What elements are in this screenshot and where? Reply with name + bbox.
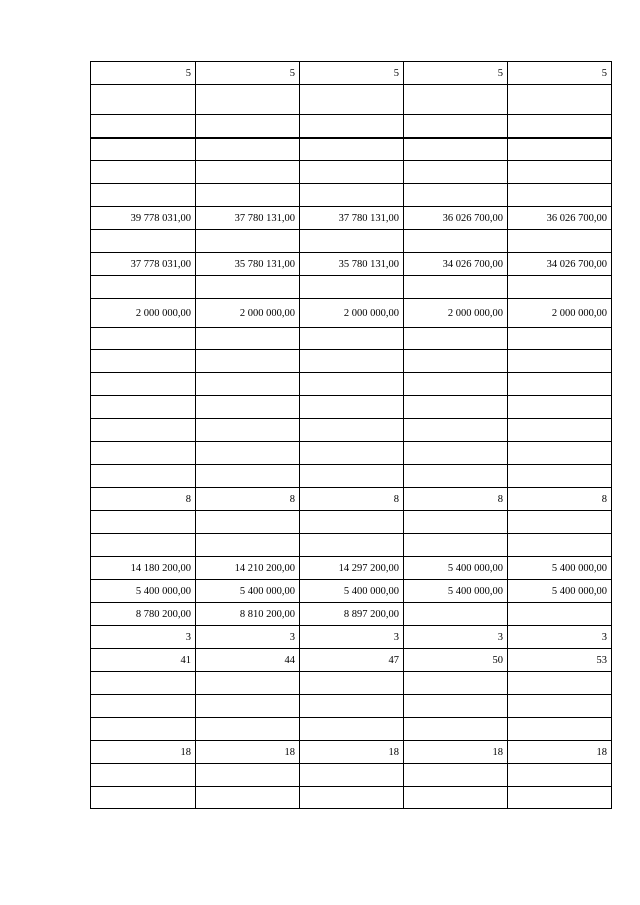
table-cell: 34 026 700,00 — [508, 253, 612, 276]
table-cell — [91, 138, 196, 161]
table-cell — [91, 350, 196, 373]
table-row — [91, 373, 612, 396]
table-cell — [196, 373, 300, 396]
table-cell — [300, 672, 404, 695]
table-cell — [508, 161, 612, 184]
table-row — [91, 184, 612, 207]
table-cell — [196, 230, 300, 253]
table-row — [91, 787, 612, 809]
table-cell — [91, 230, 196, 253]
table-cell — [404, 695, 508, 718]
table-cell: 2 000 000,00 — [404, 299, 508, 328]
table-row — [91, 488, 612, 511]
table-cell: 5 400 000,00 — [91, 580, 196, 603]
table-cell — [91, 672, 196, 695]
table-row — [91, 442, 612, 465]
table-cell — [196, 672, 300, 695]
table-cell: 2 000 000,00 — [508, 299, 612, 328]
table-cell: 14 180 200,00 — [91, 557, 196, 580]
table-cell: 5 400 000,00 — [300, 580, 404, 603]
table-cell — [196, 138, 300, 161]
table-cell — [404, 511, 508, 534]
table-cell — [508, 85, 612, 115]
table-row — [91, 138, 612, 161]
table-cell: 5 400 000,00 — [404, 557, 508, 580]
table-cell — [508, 419, 612, 442]
table-cell — [404, 85, 508, 115]
table-row — [91, 207, 612, 230]
table-cell — [196, 465, 300, 488]
table-cell — [91, 161, 196, 184]
table-cell — [300, 184, 404, 207]
table-cell: 5 — [300, 62, 404, 85]
table-cell: 5 400 000,00 — [508, 557, 612, 580]
table-row — [91, 718, 612, 741]
table-cell: 37 780 131,00 — [196, 207, 300, 230]
table-row — [91, 672, 612, 695]
table-row — [91, 580, 612, 603]
table-cell: 37 778 031,00 — [91, 253, 196, 276]
table-row — [91, 557, 612, 580]
table-cell — [196, 115, 300, 138]
table-cell: 18 — [196, 741, 300, 764]
table-cell — [91, 695, 196, 718]
table-cell — [196, 276, 300, 299]
table-cell — [404, 718, 508, 741]
table-cell — [404, 465, 508, 488]
table-cell — [404, 115, 508, 138]
table-cell: 44 — [196, 649, 300, 672]
table-cell — [404, 672, 508, 695]
table-cell — [508, 603, 612, 626]
table-cell: 3 — [404, 626, 508, 649]
table-cell — [508, 396, 612, 419]
table-cell — [404, 419, 508, 442]
table-row — [91, 626, 612, 649]
table-cell: 8 — [508, 488, 612, 511]
table-cell — [404, 534, 508, 557]
table-cell: 37 780 131,00 — [300, 207, 404, 230]
table-cell — [508, 672, 612, 695]
table-cell: 18 — [508, 741, 612, 764]
table-row — [91, 350, 612, 373]
table-cell — [91, 115, 196, 138]
table-row — [91, 511, 612, 534]
table-cell — [91, 442, 196, 465]
table-cell — [196, 534, 300, 557]
table-cell — [91, 787, 196, 809]
table-cell — [300, 138, 404, 161]
table-cell — [196, 350, 300, 373]
table-cell: 5 400 000,00 — [196, 580, 300, 603]
table-cell: 36 026 700,00 — [404, 207, 508, 230]
table-cell — [196, 764, 300, 787]
table-cell — [196, 442, 300, 465]
table-row — [91, 230, 612, 253]
table-cell — [300, 161, 404, 184]
table-row — [91, 62, 612, 85]
table-row — [91, 695, 612, 718]
table-cell — [300, 764, 404, 787]
table-cell — [196, 396, 300, 419]
table-cell: 35 780 131,00 — [196, 253, 300, 276]
table-cell: 8 — [91, 488, 196, 511]
table-cell: 8 810 200,00 — [196, 603, 300, 626]
table-cell: 14 297 200,00 — [300, 557, 404, 580]
table-cell: 41 — [91, 649, 196, 672]
table-cell: 34 026 700,00 — [404, 253, 508, 276]
table-cell — [508, 764, 612, 787]
table-cell — [300, 350, 404, 373]
table-cell: 8 — [196, 488, 300, 511]
table-cell — [508, 787, 612, 809]
table-cell: 2 000 000,00 — [196, 299, 300, 328]
table-cell — [508, 350, 612, 373]
table-cell — [91, 534, 196, 557]
table-cell — [91, 373, 196, 396]
table-cell — [300, 511, 404, 534]
table-cell — [404, 787, 508, 809]
table-cell: 3 — [300, 626, 404, 649]
table-cell — [300, 115, 404, 138]
table-row — [91, 764, 612, 787]
table-cell — [508, 373, 612, 396]
table-cell: 5 — [91, 62, 196, 85]
table-cell: 3 — [196, 626, 300, 649]
table-cell — [404, 396, 508, 419]
table-row — [91, 741, 612, 764]
table-cell — [91, 328, 196, 350]
table-cell: 8 — [300, 488, 404, 511]
table-cell: 18 — [300, 741, 404, 764]
table-cell — [300, 718, 404, 741]
table-cell: 18 — [91, 741, 196, 764]
table-row — [91, 115, 612, 138]
table-cell: 5 — [508, 62, 612, 85]
table-cell — [300, 396, 404, 419]
table-cell — [300, 419, 404, 442]
table-cell — [508, 184, 612, 207]
table-row — [91, 465, 612, 488]
table-cell: 2 000 000,00 — [300, 299, 404, 328]
table-cell — [404, 328, 508, 350]
table-cell — [196, 184, 300, 207]
table-cell: 35 780 131,00 — [300, 253, 404, 276]
table-cell: 36 026 700,00 — [508, 207, 612, 230]
table-cell — [91, 396, 196, 419]
table-row — [91, 603, 612, 626]
table-cell — [508, 138, 612, 161]
table-cell — [196, 695, 300, 718]
table-cell — [91, 276, 196, 299]
table-cell — [91, 184, 196, 207]
table-cell — [404, 373, 508, 396]
table-row — [91, 85, 612, 115]
table-cell — [508, 115, 612, 138]
table-body — [91, 62, 612, 809]
table-cell — [300, 442, 404, 465]
table-cell — [196, 328, 300, 350]
table-row — [91, 396, 612, 419]
table-cell — [404, 350, 508, 373]
table-cell: 5 — [196, 62, 300, 85]
table-row — [91, 253, 612, 276]
table-row — [91, 161, 612, 184]
table-cell: 2 000 000,00 — [91, 299, 196, 328]
table-cell: 50 — [404, 649, 508, 672]
table-cell — [404, 764, 508, 787]
table-cell — [91, 465, 196, 488]
table-cell: 14 210 200,00 — [196, 557, 300, 580]
table-cell — [404, 276, 508, 299]
table-row — [91, 276, 612, 299]
table-cell: 18 — [404, 741, 508, 764]
table-cell — [300, 276, 404, 299]
table-cell — [196, 85, 300, 115]
table-row — [91, 534, 612, 557]
table-cell: 5 400 000,00 — [508, 580, 612, 603]
table-cell: 39 778 031,00 — [91, 207, 196, 230]
table-cell — [196, 787, 300, 809]
table-cell — [508, 276, 612, 299]
table-cell — [508, 328, 612, 350]
table-cell — [508, 230, 612, 253]
table-cell — [404, 184, 508, 207]
table-cell — [300, 230, 404, 253]
table-cell: 53 — [508, 649, 612, 672]
table-cell — [508, 442, 612, 465]
table-row — [91, 299, 612, 328]
table-cell — [404, 138, 508, 161]
table-cell — [300, 695, 404, 718]
table-cell — [508, 511, 612, 534]
table-cell — [196, 419, 300, 442]
table-cell — [300, 373, 404, 396]
table-row — [91, 328, 612, 350]
table-cell — [196, 511, 300, 534]
table-cell — [508, 695, 612, 718]
table-cell: 8 897 200,00 — [300, 603, 404, 626]
table-cell — [300, 85, 404, 115]
table-cell — [300, 465, 404, 488]
table-cell — [91, 85, 196, 115]
table-cell — [300, 328, 404, 350]
table-cell: 5 — [404, 62, 508, 85]
table-cell — [91, 764, 196, 787]
table-cell — [300, 787, 404, 809]
table-cell — [196, 718, 300, 741]
table-cell — [508, 465, 612, 488]
table-cell — [404, 442, 508, 465]
table-cell: 3 — [508, 626, 612, 649]
table-cell: 8 780 200,00 — [91, 603, 196, 626]
data-table — [90, 61, 612, 809]
table-cell — [404, 603, 508, 626]
table-cell: 47 — [300, 649, 404, 672]
table-cell — [91, 511, 196, 534]
table-cell — [404, 161, 508, 184]
table-cell — [91, 419, 196, 442]
table-cell — [196, 161, 300, 184]
table-cell: 3 — [91, 626, 196, 649]
table-cell — [91, 718, 196, 741]
table-cell — [404, 230, 508, 253]
table-cell — [300, 534, 404, 557]
table-cell: 8 — [404, 488, 508, 511]
table-cell — [508, 718, 612, 741]
table-cell: 5 400 000,00 — [404, 580, 508, 603]
table-row — [91, 649, 612, 672]
table-cell — [508, 534, 612, 557]
table-row — [91, 419, 612, 442]
